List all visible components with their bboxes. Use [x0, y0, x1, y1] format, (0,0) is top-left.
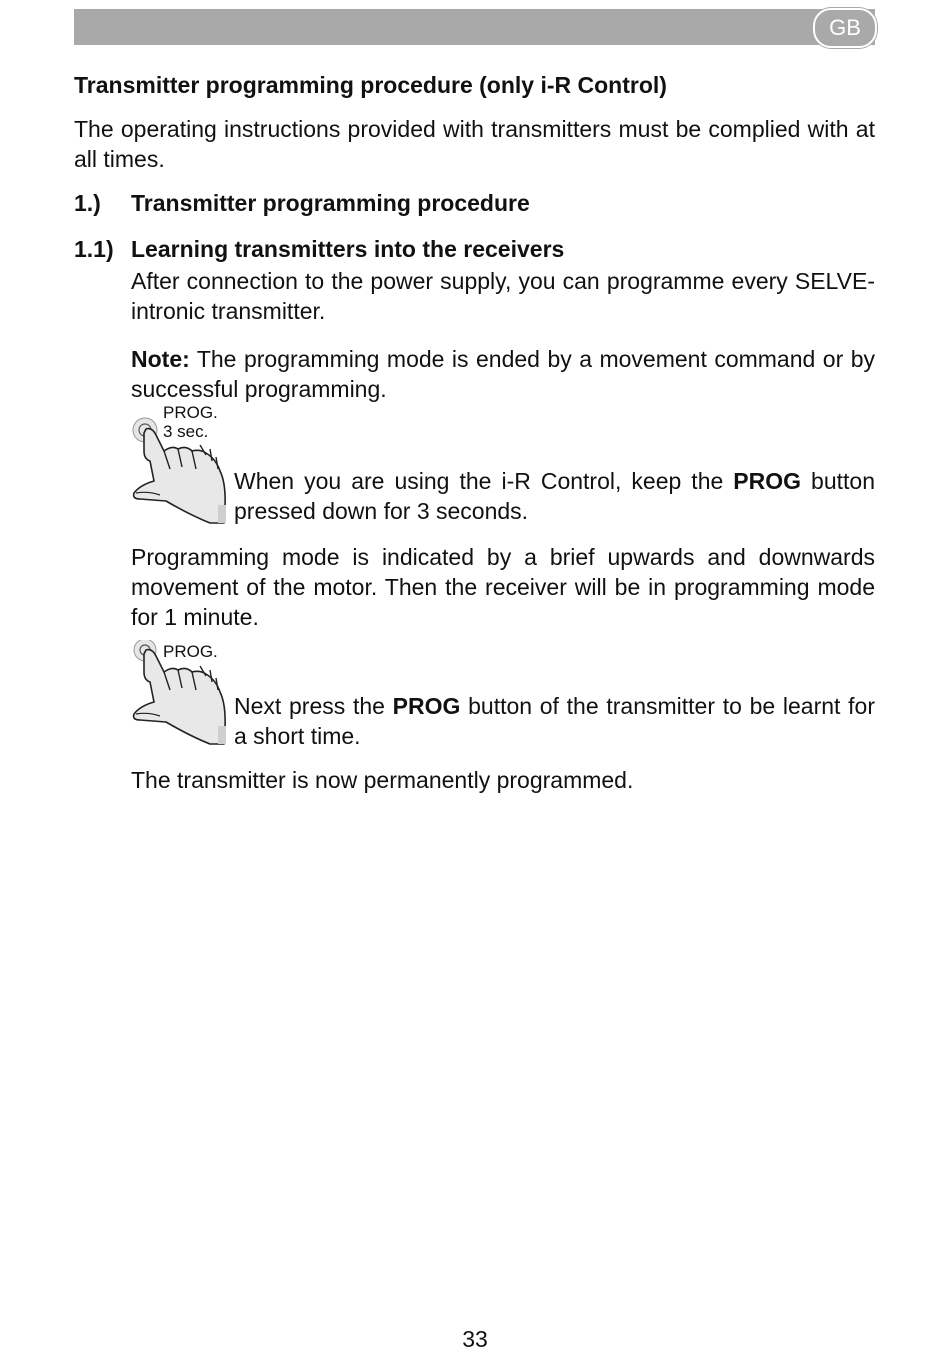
step-1-prog-bold: PROG: [733, 468, 802, 494]
duration-label: 3 sec.: [163, 422, 209, 441]
section-1-title: Transmitter programming procedure: [131, 190, 530, 216]
intro-paragraph: The operating instructions provided with transmitters must be complied with at all times.: [74, 116, 875, 172]
step-1-text-after: button pressed down for 3 seconds.: [234, 468, 875, 524]
prog-label-2: PROG.: [163, 642, 218, 661]
page-number: 33: [462, 1326, 488, 1352]
section-1-1-body: After connection to the power supply, you can programme every SELVE-intronic transmitter.: [131, 268, 875, 324]
closing-paragraph: The transmitter is now permanently programmed.: [131, 767, 634, 793]
hand-press-short-figure: [130, 642, 230, 742]
prog-label: PROG.: [163, 403, 218, 422]
step-2-text-after: button of the transmitter to be learnt for a short time.: [234, 693, 875, 749]
indication-paragraph: Programming mode is indicated by a brief upwards and downwards movement of the motor. Then the receiver will be in programming mode for 1 minute.: [131, 544, 875, 630]
step-2-prog-bold: PROG: [392, 693, 461, 719]
note-label: Note:: [131, 346, 190, 372]
note-text: The programming mode is ended by a movement command or by successful programming.: [131, 346, 875, 402]
hand-press-3sec-figure: [130, 403, 230, 503]
language-badge: GB: [813, 8, 877, 48]
step-1-text-before: When you are using the i-R Control, keep the: [234, 468, 734, 494]
section-1-1-title: Learning transmitters into the receivers: [131, 236, 565, 262]
hand-press-icon: [130, 403, 230, 525]
step-2-text: [234, 691, 875, 751]
step-2-text-before: Next press the: [234, 693, 393, 719]
section-1-number: 1.): [74, 190, 101, 216]
section-1-1-number: 1.1): [74, 236, 114, 262]
hand-press-icon-2: [130, 640, 230, 746]
page-title: Transmitter programming procedure (only i-R Control): [74, 72, 667, 98]
step-1-text: [234, 466, 875, 526]
note-paragraph: [131, 344, 875, 404]
header-bar: [74, 9, 875, 45]
